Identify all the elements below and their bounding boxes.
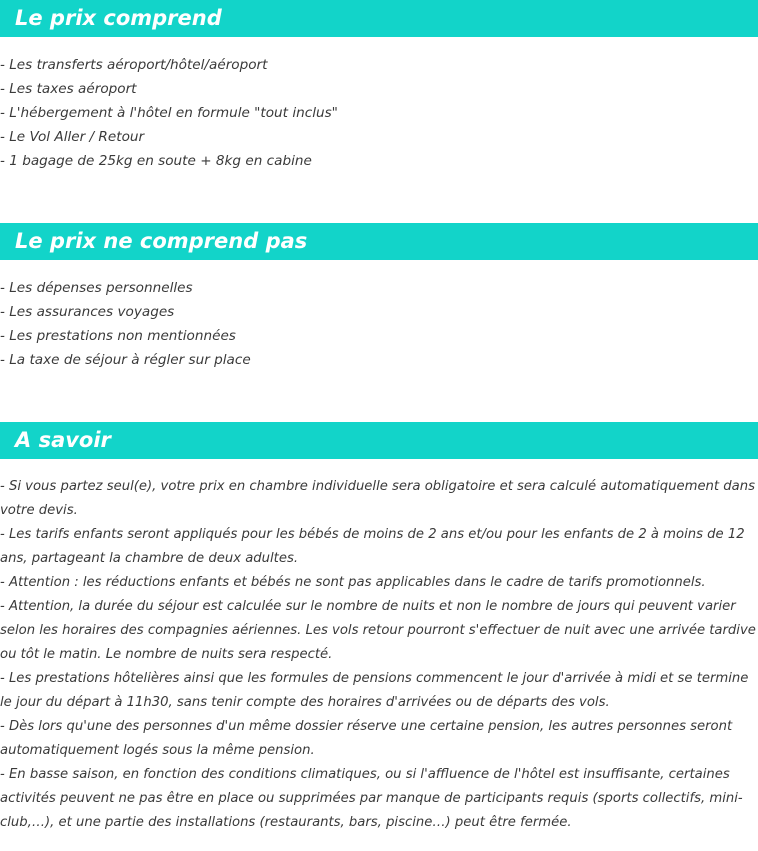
list-item: - Le Vol Aller / Retour [0, 129, 145, 145]
list-item: - L'hébergement à l'hôtel en formule "tout inclus" [0, 105, 338, 121]
list-item: - Dès lors qu'une des personnes d'un même dossier réserve une certaine pension, les autres personnes seront automatiquement logés sous la même pension. [0, 719, 733, 758]
section-header-good-to-know [0, 422, 758, 459]
list-item: - Les prestations hôtelières ainsi que les formules de pensions commencent le jour d'arrivée à midi et se termine le jour du départ à 11h30, sans tenir compte des horaires d'arrivées ou de départs des vols. [0, 671, 749, 710]
list-item: - Les tarifs enfants seront appliqués pour les bébés de moins de 2 ans et/ou pour les enfants de 2 à moins de 12 ans, partageant la chambre de deux adultes. [0, 527, 745, 566]
list-item: - Si vous partez seul(e), votre prix en chambre individuelle sera obligatoire et sera calculé automatiquement dans votre devis. [0, 479, 755, 518]
list-item: - 1 bagage de 25kg en soute + 8kg en cabine [0, 153, 312, 169]
includes-list [0, 53, 758, 173]
list-item: - La taxe de séjour à régler sur place [0, 352, 251, 368]
list-item: - Les prestations non mentionnées [0, 328, 236, 344]
excludes-list [0, 276, 758, 372]
list-item: - Attention, la durée du séjour est calculée sur le nombre de nuits et non le nombre de jours qui peuvent varier selon les horaires des compagnies aériennes. Les vols retour pourront s'effectuer de nuit avec une arrivée tardive ou tôt le matin. Le nombre de nuits sera respecté. [0, 599, 756, 662]
section-header-excludes [0, 223, 758, 260]
list-item: - Les taxes aéroport [0, 81, 137, 97]
list-item: - Les transferts aéroport/hôtel/aéroport [0, 57, 268, 73]
list-item: - En basse saison, en fonction des conditions climatiques, ou si l'affluence de l'hôtel est insuffisante, certaines activités peuvent ne pas être en place ou supprimées par manque de participants requis (sports collectifs, mini-club,…), et une partie des installations (restaurants, bars, piscine…) peut être fermée. [0, 767, 743, 830]
list-item: - Attention : les réductions enfants et bébés ne sont pas applicables dans le cadre de tarifs promotionnels. [0, 575, 706, 590]
list-item: - Les dépenses personnelles [0, 280, 193, 296]
section-header-includes [0, 0, 758, 37]
good-to-know-list [0, 475, 758, 835]
section-title: Le prix comprend [15, 6, 222, 30]
list-item: - Les assurances voyages [0, 304, 175, 320]
section-title: A savoir [15, 428, 111, 452]
section-title: Le prix ne comprend pas [15, 229, 308, 253]
